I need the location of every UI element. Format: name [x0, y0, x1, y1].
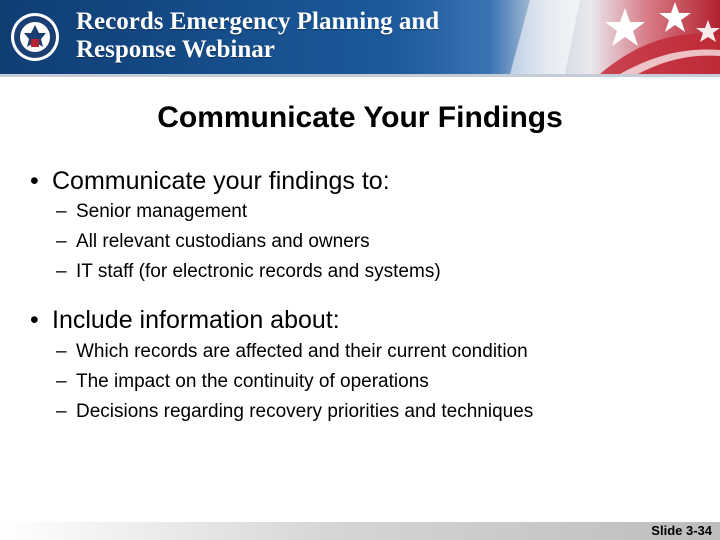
slide-title: Communicate Your Findings: [157, 101, 563, 134]
banner-title-line2: Response Webinar: [76, 36, 275, 63]
sub-marker: –: [56, 371, 67, 392]
list-item-text: IT staff (for electronic records and systems): [76, 261, 441, 282]
banner-title-line1: Records Emergency Planning and: [76, 8, 440, 35]
banner-title: [76, 8, 456, 64]
sub-marker: –: [56, 341, 67, 362]
sub-marker: –: [56, 261, 67, 282]
bullet-marker: •: [30, 167, 39, 195]
sub-marker: –: [56, 231, 67, 252]
bullet-2-text: Include information about:: [52, 306, 340, 334]
bullet-1: [30, 166, 390, 196]
list-item-text: Decisions regarding recovery priorities and techniques: [76, 401, 534, 422]
list-item: [56, 397, 533, 427]
dhs-seal-icon: [10, 12, 60, 62]
bullet-1-subitems: [56, 197, 441, 287]
list-item: [56, 227, 441, 257]
bullet-2: [30, 305, 340, 335]
list-item-text: All relevant custodians and owners: [76, 231, 370, 252]
header-banner: [0, 0, 720, 74]
list-item-text: The impact on the continuity of operations: [76, 371, 429, 392]
sub-marker: –: [56, 201, 67, 222]
list-item: [56, 197, 441, 227]
list-item: [56, 367, 533, 397]
banner-divider: [0, 74, 720, 77]
bullet-marker: •: [30, 306, 39, 334]
sub-marker: –: [56, 401, 67, 422]
bullet-1-text: Communicate your findings to:: [52, 167, 390, 195]
slide-number: Slide 3-34: [651, 523, 712, 538]
footer-bar: [0, 522, 720, 540]
list-item: [56, 257, 441, 287]
list-item-text: Which records are affected and their current condition: [76, 341, 528, 362]
list-item-text: Senior management: [76, 201, 248, 222]
bullet-2-subitems: [56, 337, 533, 427]
flag-stars-icon: [470, 0, 720, 74]
list-item: [56, 337, 533, 367]
